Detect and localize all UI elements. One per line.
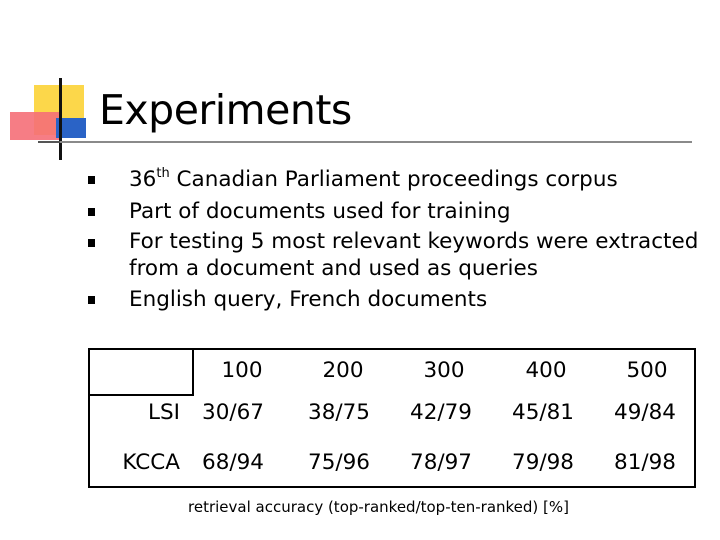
slide-title: Experiments: [99, 86, 352, 134]
table-cell: 68/94: [202, 450, 264, 475]
table-cell: 30/67: [202, 400, 264, 425]
column-header: 500: [626, 358, 668, 383]
bullet-item: [88, 228, 698, 282]
results-table: [88, 348, 696, 488]
column-header: 300: [423, 358, 465, 383]
bullet-item: [88, 165, 698, 194]
column-header: 100: [221, 358, 263, 383]
table-cell: 38/75: [308, 400, 370, 425]
square-bullet-icon: [88, 239, 95, 247]
table-cell: 78/97: [410, 450, 472, 475]
table-caption: retrieval accuracy (top-ranked/top-ten-ranked) [%]: [188, 498, 569, 516]
decor-red-square: [10, 112, 62, 140]
bullet-text: English query, French documents: [129, 286, 488, 312]
square-bullet-icon: [88, 296, 95, 304]
bullet-text: Canadian Parliament proceedings corpus: [169, 167, 618, 192]
table-cell: 79/98: [512, 450, 574, 475]
column-header: 400: [525, 358, 567, 383]
table-corner-cell: [90, 350, 194, 396]
bullet-text-line-1: For testing 5 most relevant keywords were extracted: [129, 229, 699, 254]
bullet-text-line-2: from a document and used as queries: [129, 256, 538, 281]
bullet-superscript: th: [156, 166, 170, 181]
table-cell: 75/96: [308, 450, 370, 475]
bullet-text: Part of documents used for training: [129, 198, 511, 224]
square-bullet-icon: [88, 176, 95, 184]
table-cell: 45/81: [512, 400, 574, 425]
row-label: LSI: [148, 400, 180, 425]
table-cell: 42/79: [410, 400, 472, 425]
bullet-text-number: 36: [129, 167, 157, 192]
table-cell: 81/98: [614, 450, 676, 475]
bullet-item: [88, 197, 698, 226]
table-cell: 49/84: [614, 400, 676, 425]
bullet-item: [88, 285, 698, 314]
title-underline: [60, 141, 692, 143]
column-header: 200: [322, 358, 364, 383]
bullet-list: [88, 165, 698, 316]
row-label: KCCA: [122, 450, 180, 475]
square-bullet-icon: [88, 208, 95, 216]
decor-vertical-line: [59, 78, 62, 160]
